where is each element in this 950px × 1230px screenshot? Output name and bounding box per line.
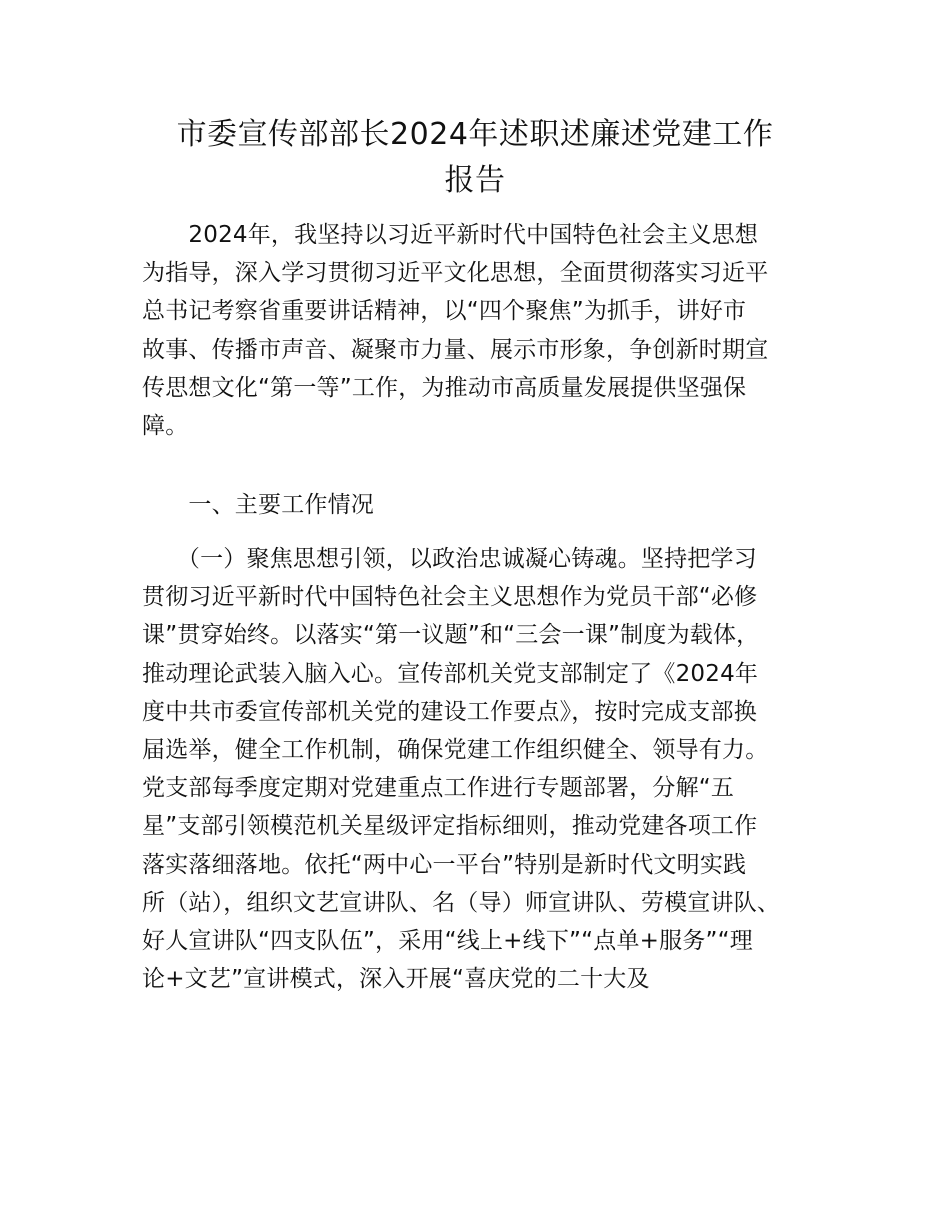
title-line: 报告: [444, 163, 506, 198]
paragraph-line: 好人宣讲队“四支队伍”，采用“线上+线下”“点单+服务”“理: [142, 928, 753, 955]
paragraph-line: 传思想文化“第一等”工作，为推动市高质量发展提供坚强保: [142, 374, 747, 401]
paragraph-line: 党支部每季度定期对党建重点工作进行专题部署，分解“五: [142, 775, 735, 802]
paragraph-line: 推动理论武装入脑入心。宣传部机关党支部制定了《2024年: [142, 660, 759, 687]
document-title: [120, 112, 830, 204]
section-heading-text: 一、主要工作情况: [142, 492, 374, 518]
paragraph-line: 度中共市委宣传部机关党的建设工作要点》，按时完成支部换: [142, 698, 757, 725]
intro-paragraph: [142, 216, 822, 445]
paragraph-line: 届选举，健全工作机制，确保党建工作组织健全、领导有力。: [142, 737, 769, 764]
paragraph-line: 落实落细落地。依托“两中心一平台”特别是新时代文明实践: [142, 851, 747, 878]
section-paragraph: [142, 540, 822, 998]
paragraph-line: 课”贯穿始终。以落实“第一议题”和“三会一课”制度为载体，: [142, 622, 760, 649]
paragraph-line: 故事、传播市声音、凝聚市力量、展示市形象，争创新时期宣: [142, 336, 769, 363]
paragraph-line: 星”支部引领模范机关星级评定指标细则，推动党建各项工作: [142, 813, 758, 840]
paragraph-line: 所（站），组织文艺宣讲队、名（导）师宣讲队、劳模宣讲队、: [142, 889, 781, 916]
paragraph-line: （一）聚焦思想引领，以政治忠诚凝心铸魂。坚持把学习: [142, 546, 757, 572]
paragraph-line: 贯彻习近平新时代中国特色社会主义思想作为党员干部“必修: [142, 584, 758, 611]
paragraph-line: 总书记考察省重要讲话精神，以“四个聚焦”为抓手，讲好市: [142, 298, 747, 325]
section-heading: [142, 486, 822, 524]
paragraph-line: 为指导，深入学习贯彻习近平文化思想，全面贯彻落实习近平: [142, 260, 769, 287]
paragraph-line: 障。: [142, 413, 189, 440]
title-line: 市委宣传部部长2024年述职述廉述党建工作: [176, 117, 774, 152]
paragraph-line: 2024年，我坚持以习近平新时代中国特色社会主义思想: [142, 222, 759, 248]
paragraph-line: 论+文艺”宣讲模式，深入开展“喜庆党的二十大及: [142, 966, 650, 993]
